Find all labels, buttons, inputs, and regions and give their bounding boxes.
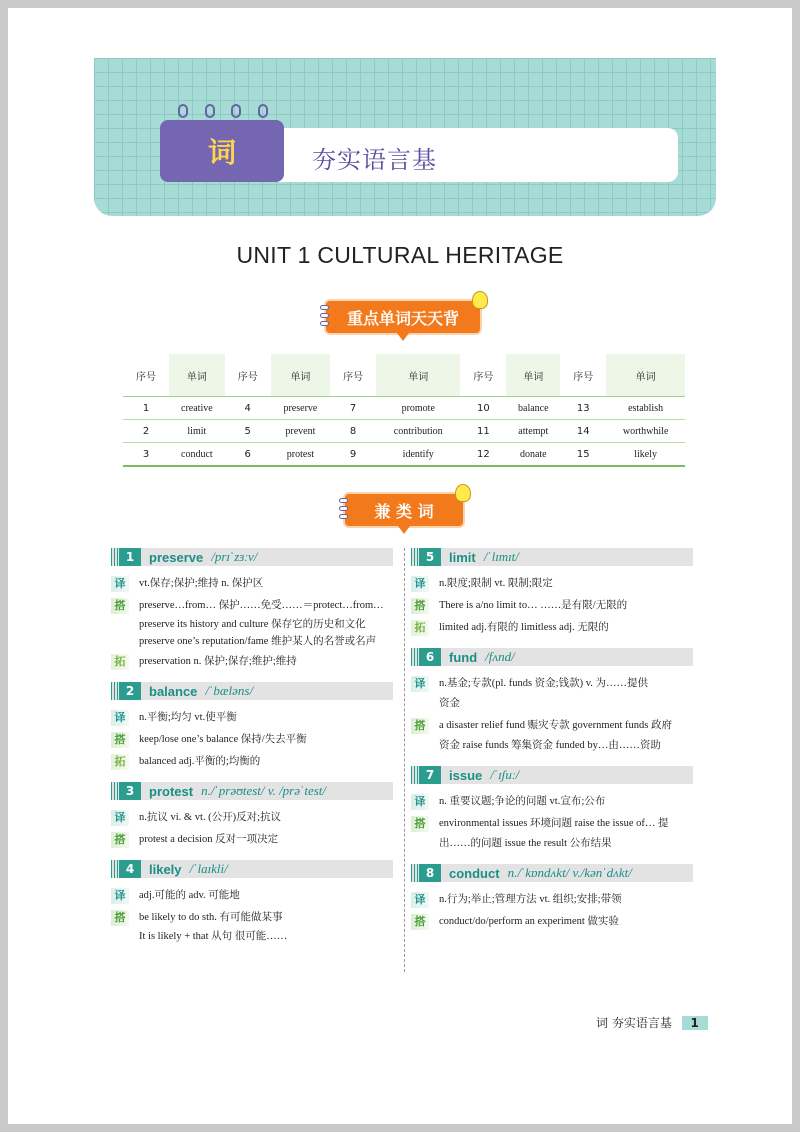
collocation-line [111, 830, 393, 850]
translation-line [111, 708, 393, 728]
col-header: 单词 [376, 354, 460, 397]
collocation-item: be likely to do sth. 有可能做某事 [139, 912, 283, 923]
table-cell: 1 [123, 397, 169, 420]
table-cell: 15 [560, 443, 606, 467]
entry-number: 7 [419, 766, 441, 784]
entry-fund [411, 648, 693, 756]
entry-conduct [411, 864, 693, 932]
entry-header [411, 648, 693, 666]
table-cell: prevent [271, 420, 330, 443]
entry-number: 5 [419, 548, 441, 566]
col-header: 序号 [330, 354, 376, 397]
translate-tag-icon: 译 [411, 794, 429, 810]
col-header: 单词 [169, 354, 225, 397]
translation-item: n.基金;专款(pl. funds 资金;钱款) v. 为……提供 [439, 678, 649, 689]
line-text: limited adj.有限的 limitless adj. 无限的 [439, 622, 609, 633]
collocation-item: a disaster relief fund 赈灾专款 government funds 政府 [439, 720, 672, 731]
line-text: keep/lose one’s balance 保持/失去平衡 [139, 734, 307, 745]
entry-number: 3 [119, 782, 141, 800]
col-header: 序号 [123, 354, 169, 397]
collocation-line [411, 596, 693, 616]
table-cell: likely [606, 443, 685, 467]
extension-tag-icon: 拓 [111, 654, 129, 670]
table-cell: attempt [506, 420, 560, 443]
entry-phonetic: /ˈɪʃuː/ [490, 767, 520, 782]
extension-line [411, 618, 693, 638]
entry-word: preserve [149, 549, 204, 565]
translation-line [411, 792, 693, 812]
table-cell: promote [376, 397, 460, 420]
entry-phonetic: n./ˈprəʊtest/ v. /prəˈtest/ [201, 783, 326, 798]
banner-card [162, 128, 678, 182]
table-cell: 9 [330, 443, 376, 467]
table-cell: creative [169, 397, 225, 420]
translate-tag-icon: 译 [411, 892, 429, 908]
translation-line [411, 574, 693, 594]
lightbulb-icon [472, 291, 488, 309]
line-text: vt.保存;保护;维持 n. 保护区 [139, 578, 264, 589]
table-cell: 6 [225, 443, 271, 467]
table-cell: contribution [376, 420, 460, 443]
entry-header [411, 766, 693, 784]
entry-phonetic: /prɪˈzɜːv/ [211, 549, 258, 564]
translate-tag-icon: 译 [411, 676, 429, 692]
collocation-item: environmental issues 环境问题 raise the issue of… 提 [439, 818, 669, 829]
table-row [123, 420, 685, 443]
table-cell: protest [271, 443, 330, 467]
entry-word: fund [449, 649, 478, 665]
page-number: 1 [682, 1016, 708, 1030]
column-divider [404, 548, 405, 972]
col-header: 单词 [506, 354, 560, 397]
entry-balance [111, 682, 393, 772]
translation-line [111, 574, 393, 594]
collocation-item: 出……的问题 issue the result 公布结果 [439, 838, 612, 849]
entry-issue [411, 766, 693, 854]
collocation-line [111, 908, 393, 945]
translate-tag-icon: 译 [111, 810, 129, 826]
line-text: n.平衡;均匀 vt.使平衡 [139, 712, 237, 723]
collocation-tag-icon: 搭 [411, 598, 429, 614]
col-header: 序号 [225, 354, 271, 397]
line-text [139, 908, 393, 945]
collocation-tag-icon: 搭 [111, 832, 129, 848]
table-cell: conduct [169, 443, 225, 467]
section-label-key-words [326, 301, 480, 333]
table-cell: worthwhile [606, 420, 685, 443]
entry-header [111, 682, 393, 700]
entry-preserve [111, 548, 393, 672]
entry-word: conduct [449, 865, 500, 881]
collocation-line [111, 730, 393, 750]
entry-header [111, 860, 393, 878]
section-label-text: 重点单词天天背 [346, 308, 459, 328]
line-text: adj.可能的 adv. 可能地 [139, 890, 240, 901]
left-column [111, 548, 393, 955]
entry-word: protest [149, 783, 194, 799]
vocabulary-table [123, 354, 685, 467]
col-header: 单词 [271, 354, 330, 397]
table-cell: balance [506, 397, 560, 420]
table-header-row [123, 354, 685, 397]
collocation-line [411, 716, 693, 756]
collocation-line [111, 596, 393, 650]
table-row [123, 397, 685, 420]
collocation-line [411, 814, 693, 854]
translate-tag-icon: 译 [111, 576, 129, 592]
banner-tab-label: 词 [207, 136, 236, 169]
page [8, 8, 792, 1124]
table-cell: 13 [560, 397, 606, 420]
entry-phonetic: n./ˈkɒndʌkt/ v./kənˈdʌkt/ [507, 865, 632, 880]
line-text [439, 814, 693, 854]
entry-number: 1 [119, 548, 141, 566]
page-footer [596, 1014, 708, 1031]
col-header: 序号 [560, 354, 606, 397]
header-banner [94, 58, 716, 216]
line-text: balanced adj.平衡的;均衡的 [139, 756, 261, 767]
entry-number: 8 [419, 864, 441, 882]
collocation-line [411, 912, 693, 932]
line-text [439, 674, 693, 714]
table-cell: 8 [330, 420, 376, 443]
unit-title: UNIT 1 CULTURAL HERITAGE [236, 242, 564, 268]
line-text: n.行为;举止;管理方法 vt. 组织;安排;带领 [439, 894, 622, 905]
entry-protest [111, 782, 393, 850]
section-label-multi-class-words [345, 494, 463, 526]
table-cell: 14 [560, 420, 606, 443]
translation-line [111, 886, 393, 906]
entry-header [411, 864, 693, 882]
line-text: n. 重要议题;争论的问题 vt.宣布;公布 [439, 796, 606, 807]
line-text: n.抗议 vi. & vt. (公开)反对;抗议 [139, 812, 282, 823]
collocation-tag-icon: 搭 [111, 598, 129, 614]
entry-likely [111, 860, 393, 945]
spiral-icon [339, 498, 348, 519]
collocation-item: It is likely + that 从句 很可能…… [139, 931, 288, 942]
table-cell: 5 [225, 420, 271, 443]
table-cell: identify [376, 443, 460, 467]
extension-tag-icon: 拓 [111, 754, 129, 770]
collocation-item: preserve…from… 保护……免受……＝protect…from… [139, 600, 384, 611]
line-text: n.限度;限制 vt. 限制;限定 [439, 578, 553, 589]
collocation-item: 资金 raise funds 筹集资金 funded by…由……资助 [439, 740, 661, 751]
entry-limit [411, 548, 693, 638]
table-cell: 10 [460, 397, 506, 420]
entry-header [111, 548, 393, 566]
collocation-item: preserve one’s reputation/fame 维护某人的名誉或名声 [139, 636, 377, 647]
collocation-tag-icon: 搭 [111, 732, 129, 748]
binder-rings-icon [178, 104, 268, 118]
translate-tag-icon: 译 [111, 710, 129, 726]
right-column [411, 548, 693, 942]
entry-word: limit [449, 549, 476, 565]
extension-line [111, 752, 393, 772]
banner-tab [160, 120, 284, 182]
entry-phonetic: /fʌnd/ [485, 649, 515, 664]
translation-item: 资金 [439, 698, 460, 709]
entry-phonetic: /ˈlaɪkli/ [189, 861, 228, 876]
line-text [439, 716, 693, 756]
line-text: conduct/do/perform an experiment 做实验 [439, 916, 619, 927]
line-text [139, 596, 393, 650]
table-cell: 4 [225, 397, 271, 420]
footer-text: 词 夯实语言基 [596, 1016, 672, 1030]
col-header: 序号 [460, 354, 506, 397]
entry-word: likely [149, 861, 182, 877]
table-cell: 2 [123, 420, 169, 443]
collocation-tag-icon: 搭 [411, 914, 429, 930]
table-cell: establish [606, 397, 685, 420]
table-cell: 3 [123, 443, 169, 467]
banner-title: 夯实语言基 [312, 146, 437, 174]
entry-phonetic: /ˈlɪmɪt/ [483, 549, 519, 564]
table-row [123, 443, 685, 467]
translation-line [411, 674, 693, 714]
line-text: protest a decision 反对一项决定 [139, 834, 279, 845]
entry-number: 6 [419, 648, 441, 666]
line-text: preservation n. 保护;保存;维护;维持 [139, 656, 297, 667]
table-cell: donate [506, 443, 560, 467]
line-text: There is a/no limit to… ……是有限/无限的 [439, 600, 628, 611]
entry-header [411, 548, 693, 566]
lightbulb-icon [455, 484, 471, 502]
entry-phonetic: /ˈbæləns/ [205, 683, 254, 698]
entry-header [111, 782, 393, 800]
entry-number: 2 [119, 682, 141, 700]
table-cell: preserve [271, 397, 330, 420]
entry-word: issue [449, 767, 483, 783]
col-header: 单词 [606, 354, 685, 397]
collocation-tag-icon: 搭 [111, 910, 129, 926]
extension-line [111, 652, 393, 672]
translation-line [111, 808, 393, 828]
entry-number: 4 [119, 860, 141, 878]
collocation-tag-icon: 搭 [411, 718, 429, 734]
translation-line [411, 890, 693, 910]
spiral-icon [320, 305, 329, 326]
translate-tag-icon: 译 [111, 888, 129, 904]
table-cell: 7 [330, 397, 376, 420]
table-cell: 11 [460, 420, 506, 443]
section-label-text: 兼 类 词 [374, 501, 434, 521]
table-cell: 12 [460, 443, 506, 467]
collocation-tag-icon: 搭 [411, 816, 429, 832]
extension-tag-icon: 拓 [411, 620, 429, 636]
table-cell: limit [169, 420, 225, 443]
entry-word: balance [149, 683, 198, 699]
translate-tag-icon: 译 [411, 576, 429, 592]
collocation-item: preserve its history and culture 保存它的历史和文化 [139, 619, 366, 630]
